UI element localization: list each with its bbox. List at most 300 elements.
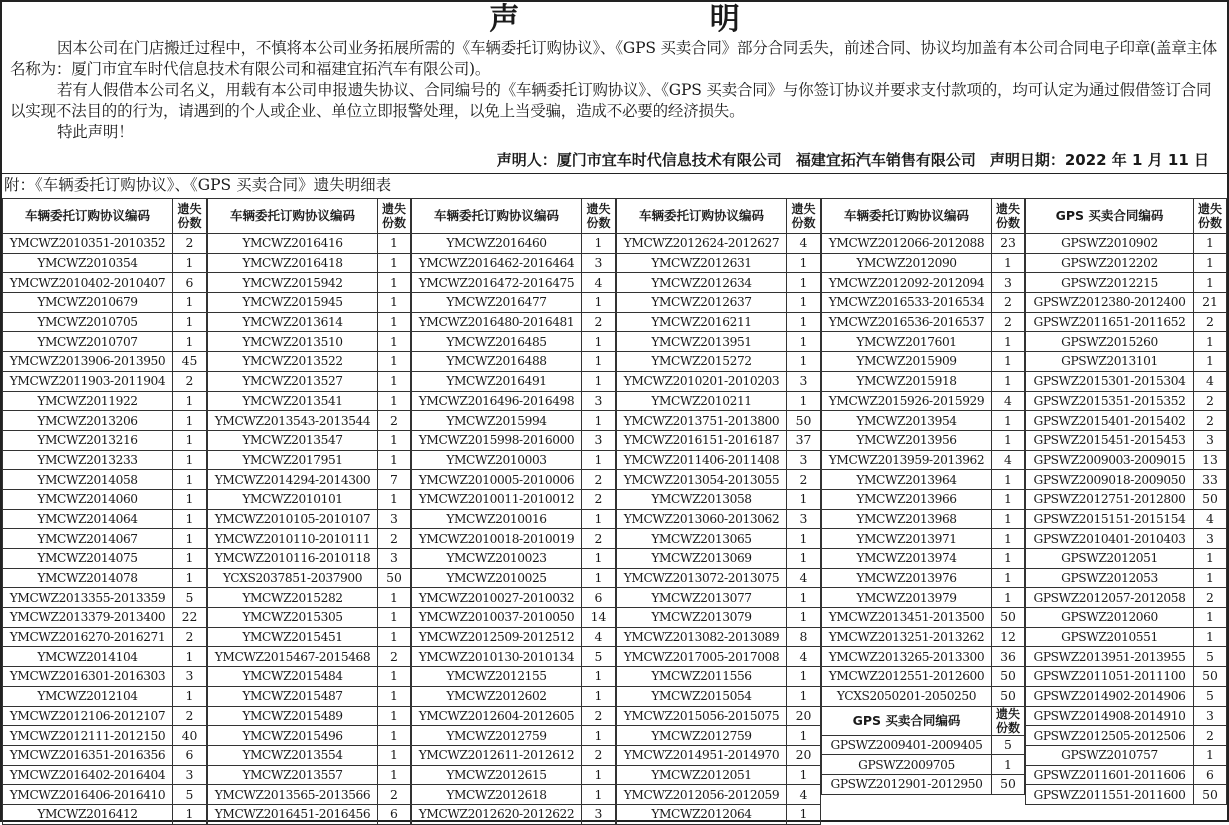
item-code: YMCWZ2010101 xyxy=(208,489,378,509)
table-row xyxy=(208,647,411,667)
item-count: 1 xyxy=(787,667,821,687)
item-code: YMCWZ2013206 xyxy=(3,411,173,431)
item-code: YMCWZ2010011-2010012 xyxy=(412,489,582,509)
table-row xyxy=(412,234,616,254)
item-code: YMCWZ2015496 xyxy=(208,726,378,746)
item-count: 3 xyxy=(787,450,821,470)
item-count: 1 xyxy=(582,726,616,746)
item-count: 3 xyxy=(582,391,616,411)
item-code: GPSWZ2012505-2012506 xyxy=(1026,726,1194,746)
table-row xyxy=(617,667,821,687)
item-code: YMCWZ2011406-2011408 xyxy=(617,450,787,470)
item-code: YMCWZ2013954 xyxy=(822,411,992,431)
table-row xyxy=(1026,745,1227,765)
item-code: YMCWZ2012066-2012088 xyxy=(822,234,992,254)
table-row xyxy=(3,332,207,352)
item-code: YMCWZ2013971 xyxy=(822,529,992,549)
table-row xyxy=(1026,568,1227,588)
item-count: 5 xyxy=(173,588,207,608)
item-code: GPSWZ2012202 xyxy=(1026,253,1194,273)
table-row xyxy=(412,726,616,746)
table-row xyxy=(822,234,1025,254)
table-col-4 xyxy=(616,198,821,825)
item-code: YMCWZ2010705 xyxy=(3,312,173,332)
paragraph-1: 因本公司在门店搬迁过程中，不慎将本公司业务拓展所需的《车辆委托订购协议》、《GPS 买卖合同》部分合同丢失，前述合同、协议均加盖有本公司合同电子印章(盖章主体名称为：厦门市宜车时代信息技术有限公司和福建宜拓汽车有限公司)。 xyxy=(10,39,1218,78)
item-count: 1 xyxy=(378,726,411,746)
item-count: 1 xyxy=(992,332,1025,352)
item-count: 1 xyxy=(1194,332,1227,352)
table-row xyxy=(412,785,616,805)
item-count: 1 xyxy=(787,293,821,313)
item-count: 1 xyxy=(378,706,411,726)
item-count: 1 xyxy=(992,588,1025,608)
table-row xyxy=(412,647,616,667)
table-row xyxy=(1026,549,1227,569)
item-count: 3 xyxy=(787,371,821,391)
item-code: YMCWZ2015467-2015468 xyxy=(208,647,378,667)
item-code: YMCWZ2014294-2014300 xyxy=(208,470,378,490)
item-code: YMCWZ2015942 xyxy=(208,273,378,293)
item-count: 1 xyxy=(378,686,411,706)
item-count: 8 xyxy=(787,627,821,647)
table-row xyxy=(208,667,411,687)
table-row xyxy=(3,608,207,628)
item-code: YMCWZ2010023 xyxy=(412,549,582,569)
item-code: GPSWZ2010757 xyxy=(1026,745,1194,765)
item-code: YMCWZ2012051 xyxy=(617,765,787,785)
table-row xyxy=(208,312,411,332)
table-row xyxy=(3,509,207,529)
table-row xyxy=(208,489,411,509)
item-code: YMCWZ2016351-2016356 xyxy=(3,745,173,765)
paragraph-3: 特此声明！ xyxy=(57,123,134,141)
table-row xyxy=(1026,529,1227,549)
table-row xyxy=(412,745,616,765)
item-code: GPSWZ2014902-2014906 xyxy=(1026,686,1194,706)
item-code: YMCWZ2010201-2010203 xyxy=(617,371,787,391)
item-count: 50 xyxy=(787,411,821,431)
table-row xyxy=(208,745,411,765)
item-count: 1 xyxy=(378,588,411,608)
item-code: YMCWZ2016151-2016187 xyxy=(617,430,787,450)
item-code: YMCWZ2013527 xyxy=(208,371,378,391)
item-count: 1 xyxy=(378,371,411,391)
item-count: 1 xyxy=(173,529,207,549)
table-row xyxy=(617,430,821,450)
item-count: 6 xyxy=(378,804,411,824)
table-row xyxy=(3,253,207,273)
item-count: 12 xyxy=(992,627,1025,647)
column-header-count: 遗失份数 xyxy=(173,199,207,234)
table-row xyxy=(617,411,821,431)
table-row xyxy=(412,588,616,608)
item-count: 2 xyxy=(1194,726,1227,746)
table-row xyxy=(617,391,821,411)
signature-line xyxy=(2,147,1227,173)
table-row xyxy=(1026,785,1227,805)
table-col-2 xyxy=(207,198,411,825)
item-code: GPSWZ2015451-2015453 xyxy=(1026,430,1194,450)
table-row xyxy=(822,489,1025,509)
item-code: YMCWZ2016451-2016456 xyxy=(208,804,378,824)
table-row xyxy=(3,667,207,687)
item-count: 1 xyxy=(378,253,411,273)
column-header-code: 车辆委托订购协议编码 xyxy=(617,199,787,234)
item-code: GPSWZ2011051-2011100 xyxy=(1026,667,1194,687)
table-row xyxy=(3,647,207,667)
item-code: YMCWZ2016460 xyxy=(412,234,582,254)
item-code: GPSWZ2015301-2015304 xyxy=(1026,371,1194,391)
column-header-count: 遗失份数 xyxy=(992,199,1025,234)
item-code: YMCWZ2011922 xyxy=(3,391,173,411)
item-count: 50 xyxy=(1194,489,1227,509)
table-row xyxy=(208,234,411,254)
table-row xyxy=(822,371,1025,391)
table-row xyxy=(3,312,207,332)
item-code: GPSWZ2009401-2009405 xyxy=(822,735,992,755)
item-count: 23 xyxy=(992,234,1025,254)
item-code: YCXS2050201-2050250 xyxy=(822,686,992,706)
table-row xyxy=(3,470,207,490)
item-code: YMCWZ2013951 xyxy=(617,332,787,352)
item-count: 13 xyxy=(1194,450,1227,470)
table-row xyxy=(1026,489,1227,509)
table-row xyxy=(822,273,1025,293)
item-code: GPSWZ2015401-2015402 xyxy=(1026,411,1194,431)
item-count: 1 xyxy=(787,529,821,549)
item-code: YMCWZ2013522 xyxy=(208,352,378,372)
table-row xyxy=(617,647,821,667)
table-row xyxy=(1026,608,1227,628)
item-count: 1 xyxy=(173,450,207,470)
table-row xyxy=(822,667,1025,687)
table-row xyxy=(1026,726,1227,746)
item-code: YMCWZ2012604-2012605 xyxy=(412,706,582,726)
table-row xyxy=(1026,509,1227,529)
item-count: 1 xyxy=(173,804,207,824)
table-row xyxy=(412,804,616,824)
item-code: YMCWZ2015282 xyxy=(208,588,378,608)
table-row xyxy=(1026,706,1227,726)
item-count: 6 xyxy=(582,588,616,608)
item-code: YMCWZ2013541 xyxy=(208,391,378,411)
table-row xyxy=(822,686,1025,706)
item-count: 2 xyxy=(582,706,616,726)
table-row xyxy=(822,312,1025,332)
table-row xyxy=(412,293,616,313)
table-col-6 xyxy=(1025,198,1227,805)
item-count: 2 xyxy=(582,312,616,332)
table-row xyxy=(617,312,821,332)
column-header-count: 遗失份数 xyxy=(787,199,821,234)
table-row xyxy=(617,371,821,391)
item-count: 1 xyxy=(582,234,616,254)
item-code: YMCWZ2012551-2012600 xyxy=(822,667,992,687)
table-row xyxy=(412,686,616,706)
item-count: 3 xyxy=(1194,430,1227,450)
item-code: YMCWZ2012056-2012059 xyxy=(617,785,787,805)
item-count: 3 xyxy=(582,804,616,824)
table-row xyxy=(1026,627,1227,647)
item-count: 1 xyxy=(173,332,207,352)
item-count: 5 xyxy=(1194,647,1227,667)
item-code: GPSWZ2015151-2015154 xyxy=(1026,509,1194,529)
item-code: YMCWZ2016462-2016464 xyxy=(412,253,582,273)
item-count: 2 xyxy=(992,293,1025,313)
item-count: 1 xyxy=(582,785,616,805)
item-code: YMCWZ2013974 xyxy=(822,549,992,569)
item-code: YMCWZ2010018-2010019 xyxy=(412,529,582,549)
item-count: 1 xyxy=(992,352,1025,372)
item-code: YMCWZ2012111-2012150 xyxy=(3,726,173,746)
table-row xyxy=(822,411,1025,431)
item-count: 1 xyxy=(378,332,411,352)
item-count: 3 xyxy=(378,509,411,529)
column-header-count: 遗失份数 xyxy=(582,199,616,234)
item-code: YMCWZ2016472-2016475 xyxy=(412,273,582,293)
table-row xyxy=(1026,765,1227,785)
table-row xyxy=(3,352,207,372)
item-code: YMCWZ2010003 xyxy=(412,450,582,470)
item-code: YMCWZ2015945 xyxy=(208,293,378,313)
item-code: YMCWZ2013251-2013262 xyxy=(822,627,992,647)
item-code: YMCWZ2015451 xyxy=(208,627,378,647)
item-code: YMCWZ2012634 xyxy=(617,273,787,293)
item-code: YMCWZ2013451-2013500 xyxy=(822,608,992,628)
item-count: 2 xyxy=(1194,391,1227,411)
declaration-date: 声明日期：2022 年 1 月 11 日 xyxy=(989,151,1209,169)
table-row xyxy=(208,529,411,549)
item-code: YMCWZ2010016 xyxy=(412,509,582,529)
item-code: YMCWZ2014067 xyxy=(3,529,173,549)
item-count: 1 xyxy=(992,509,1025,529)
item-count: 3 xyxy=(992,273,1025,293)
table-row xyxy=(208,391,411,411)
item-code: YMCWZ2012624-2012627 xyxy=(617,234,787,254)
item-count: 7 xyxy=(378,470,411,490)
item-code: YMCWZ2013964 xyxy=(822,470,992,490)
item-code: GPSWZ2012057-2012058 xyxy=(1026,588,1194,608)
table-row xyxy=(1026,391,1227,411)
table-row xyxy=(412,706,616,726)
item-code: GPSWZ2015260 xyxy=(1026,332,1194,352)
item-code: GPSWZ2011601-2011606 xyxy=(1026,765,1194,785)
table-row xyxy=(1026,332,1227,352)
item-count: 1 xyxy=(173,470,207,490)
item-code: GPSWZ2010902 xyxy=(1026,234,1194,254)
item-count: 1 xyxy=(787,391,821,411)
table-row xyxy=(617,706,821,726)
declarant: 声明人：厦门市宜车时代信息技术有限公司 xyxy=(496,151,782,169)
item-code: YMCWZ2010707 xyxy=(3,332,173,352)
table-row xyxy=(412,470,616,490)
table-col-3 xyxy=(411,198,616,825)
item-count: 1 xyxy=(378,627,411,647)
column-header-code: 车辆委托订购协议编码 xyxy=(822,199,992,234)
item-code: YMCWZ2010211 xyxy=(617,391,787,411)
table-row xyxy=(412,489,616,509)
item-code: GPSWZ2013951-2013955 xyxy=(1026,647,1194,667)
item-code: YMCWZ2013543-2013544 xyxy=(208,411,378,431)
item-code: GPSWZ2011651-2011652 xyxy=(1026,312,1194,332)
item-code: YMCWZ2016412 xyxy=(3,804,173,824)
item-code: YMCWZ2013959-2013962 xyxy=(822,450,992,470)
item-code: YMCWZ2014058 xyxy=(3,470,173,490)
item-code: YMCWZ2015056-2015075 xyxy=(617,706,787,726)
item-code: YMCWZ2016406-2016410 xyxy=(3,785,173,805)
item-count: 2 xyxy=(582,489,616,509)
item-count: 22 xyxy=(173,608,207,628)
item-code: GPSWZ2010551 xyxy=(1026,627,1194,647)
item-count: 1 xyxy=(992,470,1025,490)
item-count: 1 xyxy=(992,371,1025,391)
item-count: 1 xyxy=(173,549,207,569)
item-count: 1 xyxy=(378,667,411,687)
item-code: YMCWZ2012631 xyxy=(617,253,787,273)
item-count: 1 xyxy=(582,450,616,470)
table-row xyxy=(617,785,821,805)
item-code: YMCWZ2013956 xyxy=(822,430,992,450)
item-code: GPSWZ2012901-2012950 xyxy=(822,774,992,794)
item-code: YMCWZ2016301-2016303 xyxy=(3,667,173,687)
item-count: 1 xyxy=(173,568,207,588)
item-count: 50 xyxy=(992,667,1025,687)
item-count: 3 xyxy=(787,509,821,529)
item-code: GPSWZ2012380-2012400 xyxy=(1026,293,1194,313)
item-code: YMCWZ2013966 xyxy=(822,489,992,509)
table-row xyxy=(822,549,1025,569)
item-code: YMCWZ2011556 xyxy=(617,667,787,687)
table-row xyxy=(1026,411,1227,431)
table-row xyxy=(822,568,1025,588)
item-count: 2 xyxy=(173,627,207,647)
item-code: YMCWZ2013082-2013089 xyxy=(617,627,787,647)
table-row xyxy=(822,293,1025,313)
item-count: 1 xyxy=(787,253,821,273)
item-count: 1 xyxy=(173,253,207,273)
item-code: YMCWZ2015489 xyxy=(208,706,378,726)
table-row xyxy=(1026,470,1227,490)
table-row xyxy=(3,273,207,293)
column-header-code: GPS 买卖合同编码 xyxy=(1026,199,1194,234)
item-count: 3 xyxy=(582,430,616,450)
column-header-count: 遗失份数 xyxy=(378,199,411,234)
item-count: 5 xyxy=(173,785,207,805)
item-count: 1 xyxy=(378,293,411,313)
item-count: 1 xyxy=(378,608,411,628)
item-count: 1 xyxy=(992,568,1025,588)
item-code: YMCWZ2012092-2012094 xyxy=(822,273,992,293)
item-code: YMCWZ2015994 xyxy=(412,411,582,431)
item-count: 1 xyxy=(992,430,1025,450)
table-row xyxy=(822,647,1025,667)
item-code: YMCWZ2017005-2017008 xyxy=(617,647,787,667)
item-count: 1 xyxy=(787,352,821,372)
table-row xyxy=(412,371,616,391)
table-row xyxy=(617,686,821,706)
item-code: YMCWZ2010110-2010111 xyxy=(208,529,378,549)
table-row xyxy=(1026,352,1227,372)
lost-items-tables xyxy=(2,198,1227,820)
item-code: YMCWZ2012155 xyxy=(412,667,582,687)
table-row xyxy=(3,588,207,608)
table-row xyxy=(412,667,616,687)
item-code: YMCWZ2014064 xyxy=(3,509,173,529)
item-code: GPSWZ2015351-2015352 xyxy=(1026,391,1194,411)
item-code: YMCWZ2010037-2010050 xyxy=(412,608,582,628)
table-row xyxy=(3,568,207,588)
item-code: YMCWZ2016402-2016404 xyxy=(3,765,173,785)
item-count: 1 xyxy=(582,568,616,588)
table-row xyxy=(617,627,821,647)
item-code: YMCWZ2013547 xyxy=(208,430,378,450)
declarant-company-2: 福建宜拓汽车销售有限公司 xyxy=(795,151,976,169)
table-row xyxy=(1026,312,1227,332)
table-row xyxy=(3,765,207,785)
item-code: YMCWZ2012618 xyxy=(412,785,582,805)
item-code: YMCWZ2013079 xyxy=(617,608,787,628)
item-count: 4 xyxy=(992,450,1025,470)
table-row xyxy=(208,371,411,391)
item-code: YMCWZ2015487 xyxy=(208,686,378,706)
table-row xyxy=(1026,371,1227,391)
item-code: YMCWZ2012090 xyxy=(822,253,992,273)
table-row xyxy=(1026,588,1227,608)
item-count: 1 xyxy=(787,273,821,293)
table-row xyxy=(208,273,411,293)
table-row xyxy=(1026,253,1227,273)
item-code: YMCWZ2016536-2016537 xyxy=(822,312,992,332)
item-count: 1 xyxy=(378,430,411,450)
item-code: YMCWZ2010130-2010134 xyxy=(412,647,582,667)
item-count: 45 xyxy=(173,352,207,372)
item-code: YMCWZ2013069 xyxy=(617,549,787,569)
item-count: 1 xyxy=(582,549,616,569)
item-count: 3 xyxy=(1194,529,1227,549)
item-count: 1 xyxy=(992,489,1025,509)
item-count: 1 xyxy=(992,755,1025,775)
item-count: 50 xyxy=(992,774,1025,794)
item-count: 20 xyxy=(787,706,821,726)
item-code: YMCWZ2012509-2012512 xyxy=(412,627,582,647)
item-code: YMCWZ2015918 xyxy=(822,371,992,391)
item-count: 1 xyxy=(1194,352,1227,372)
table-row xyxy=(412,332,616,352)
item-code: YMCWZ2016496-2016498 xyxy=(412,391,582,411)
table-row xyxy=(3,706,207,726)
table-row xyxy=(822,470,1025,490)
table-row xyxy=(208,608,411,628)
item-count: 1 xyxy=(787,726,821,746)
item-count: 1 xyxy=(1194,234,1227,254)
table-row xyxy=(412,549,616,569)
item-code: YMCWZ2015909 xyxy=(822,352,992,372)
item-code: YMCWZ2010351-2010352 xyxy=(3,234,173,254)
item-count: 2 xyxy=(582,745,616,765)
table-row xyxy=(412,352,616,372)
table-row xyxy=(208,706,411,726)
item-count: 1 xyxy=(173,489,207,509)
item-count: 1 xyxy=(787,489,821,509)
table-row xyxy=(3,371,207,391)
column-header-count: 遗失份数 xyxy=(1194,199,1227,234)
table-row xyxy=(3,450,207,470)
item-count: 2 xyxy=(582,529,616,549)
item-count: 1 xyxy=(787,332,821,352)
item-count: 1 xyxy=(582,765,616,785)
table-row xyxy=(1026,686,1227,706)
item-count: 2 xyxy=(1194,411,1227,431)
